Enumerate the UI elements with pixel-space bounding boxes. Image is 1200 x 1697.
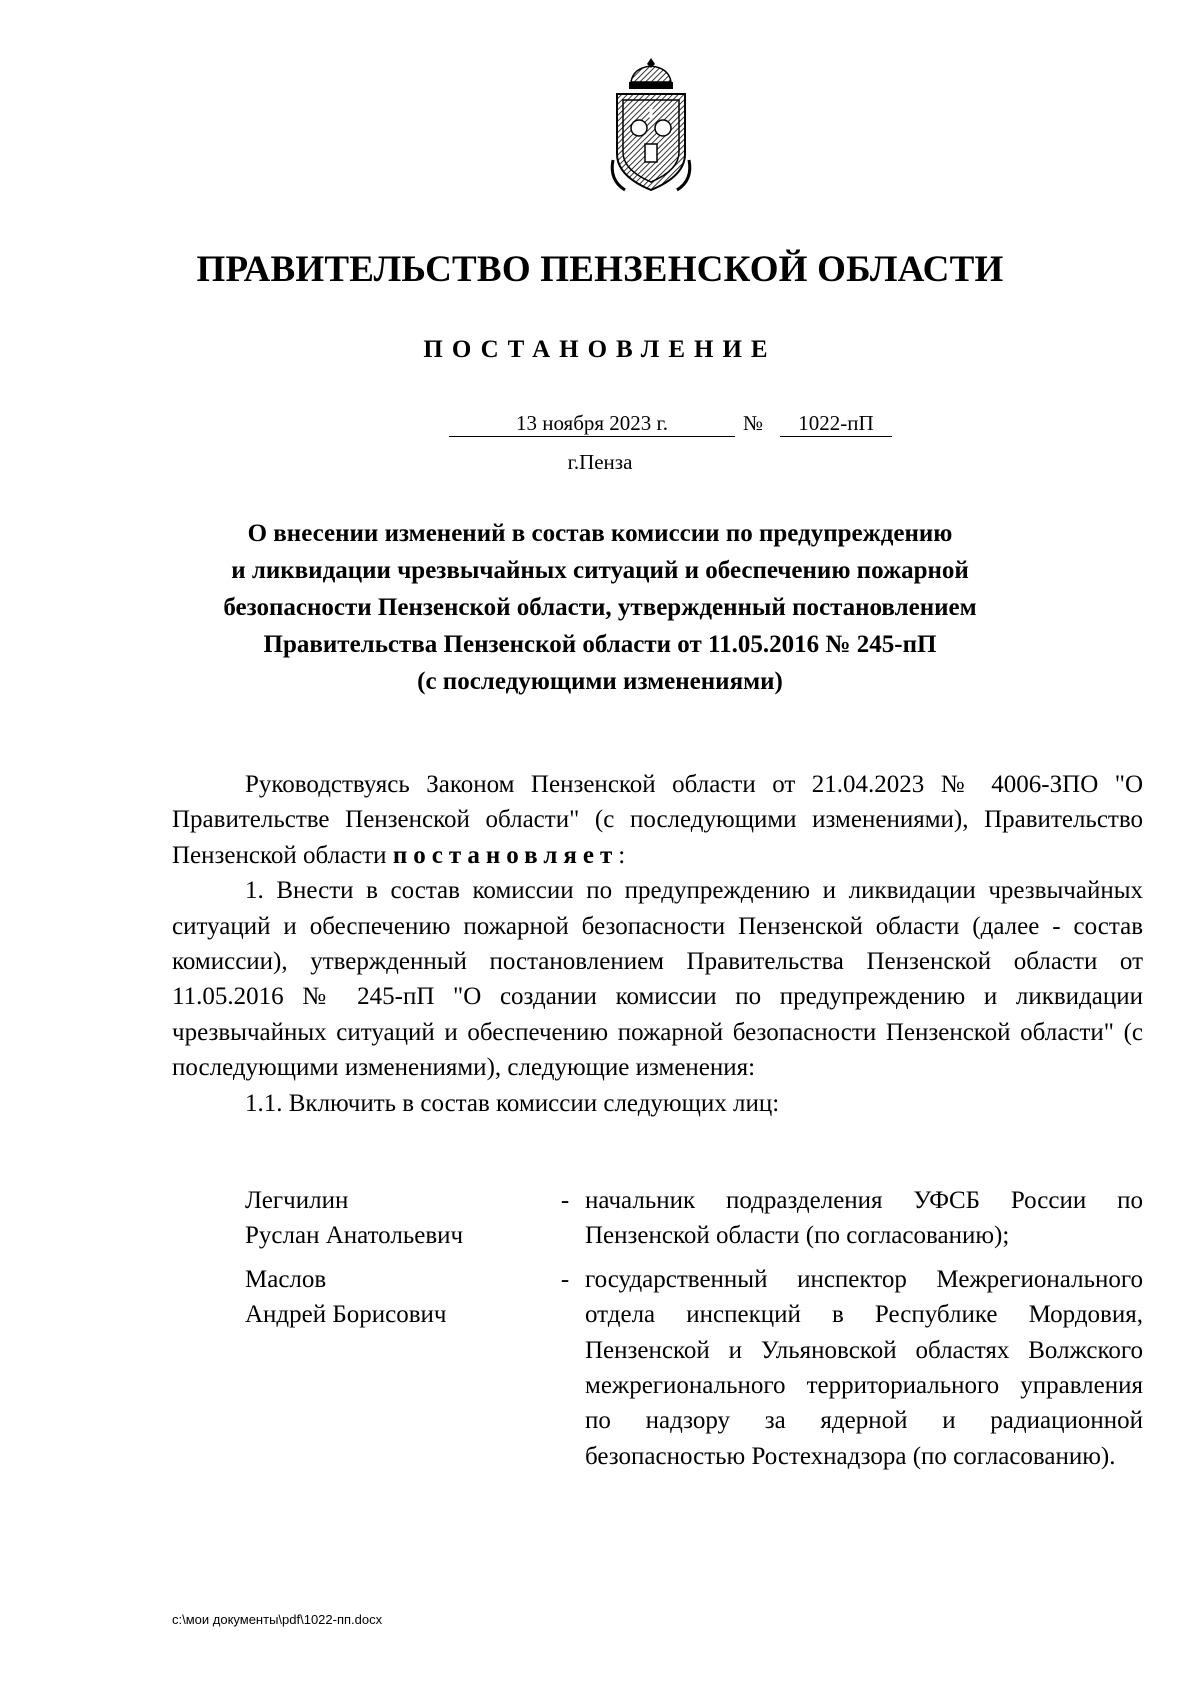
preamble-paragraph	[172, 767, 1143, 873]
subject-line: (с последующими изменениями)	[417, 668, 783, 695]
city: г.Пенза	[567, 450, 633, 474]
decides-colon: :	[618, 841, 626, 869]
subject-line: О внесении изменений в состав комиссии по предупреждению	[247, 520, 953, 547]
person-position: начальник подразделения УФСБ России по Пензенской области (по согласованию);	[585, 1187, 1143, 1250]
coat-of-arms-icon	[603, 56, 699, 196]
subject-line: безопасности Пензенской области, утвержденный постановлением	[223, 594, 977, 621]
document-number: 1022-пП	[780, 410, 892, 437]
person-entry	[245, 1262, 1143, 1474]
decides-word: постановляет	[392, 841, 619, 869]
document-date: 13 ноября 2023 г.	[449, 410, 735, 437]
person-entry	[245, 1183, 1143, 1254]
dash: -	[560, 1265, 570, 1293]
document-subject	[0, 515, 1200, 700]
item-1-1: 1.1. Включить в состав комиссии следующих лиц:	[245, 1089, 780, 1117]
subject-line: Правительства Пензенской области от 11.05.2016 № 245-пП	[263, 631, 937, 658]
person-name	[245, 1183, 545, 1254]
person-surname: Маслов	[245, 1265, 327, 1293]
dash: -	[560, 1187, 570, 1214]
item-1: 1. Внести в состав комиссии по предупреждению и ликвидации чрезвычайных ситуаций и обеспечению пожарной безопасности Пензенской области (далее - состав комиссии), утвержденный постановлением Правительства Пензенской области от 11.05.2016 № 245-пП "О создании комиссии по предупреждению и ликвидации чрезвычайных ситуаций и обеспечению пожарной безопасности Пензенской области" (с последующими изменениями), следующие изменения:	[172, 877, 1143, 1082]
person-position: государственный инспектор Межрегионального отдела инспекций в Республике Мордовия, Пензенской и Ульяновской областях Волжского межрегионального территориального управления по надзору за ядерной и радиационной безопасностью Ростехнадзора (по согласованию).	[585, 1265, 1143, 1470]
file-path-footer: c:\мои документы\pdf\1022-пп.docx	[172, 1612, 383, 1627]
document-body	[172, 767, 1143, 1121]
persons-list	[245, 1183, 1143, 1482]
document-type: ПОСТАНОВЛЕНИЕ	[423, 336, 777, 363]
subject-line: и ликвидации чрезвычайных ситуаций и обеспечению пожарной	[231, 557, 969, 584]
person-surname: Легчилин	[245, 1187, 349, 1214]
person-name	[245, 1262, 545, 1474]
person-given-names: Руслан Анатольевич	[245, 1222, 464, 1250]
government-title: ПРАВИТЕЛЬСТВО ПЕНЗЕНСКОЙ ОБЛАСТИ	[196, 249, 1004, 290]
number-sign: №	[743, 411, 764, 435]
preamble-text: Руководствуясь Законом Пензенской области от 21.04.2023 № 4006-ЗПО "О Правительстве Пензенской области" (с последующими изменениями), Правительство Пензенской области	[172, 771, 1143, 869]
person-given-names: Андрей Борисович	[245, 1301, 447, 1329]
